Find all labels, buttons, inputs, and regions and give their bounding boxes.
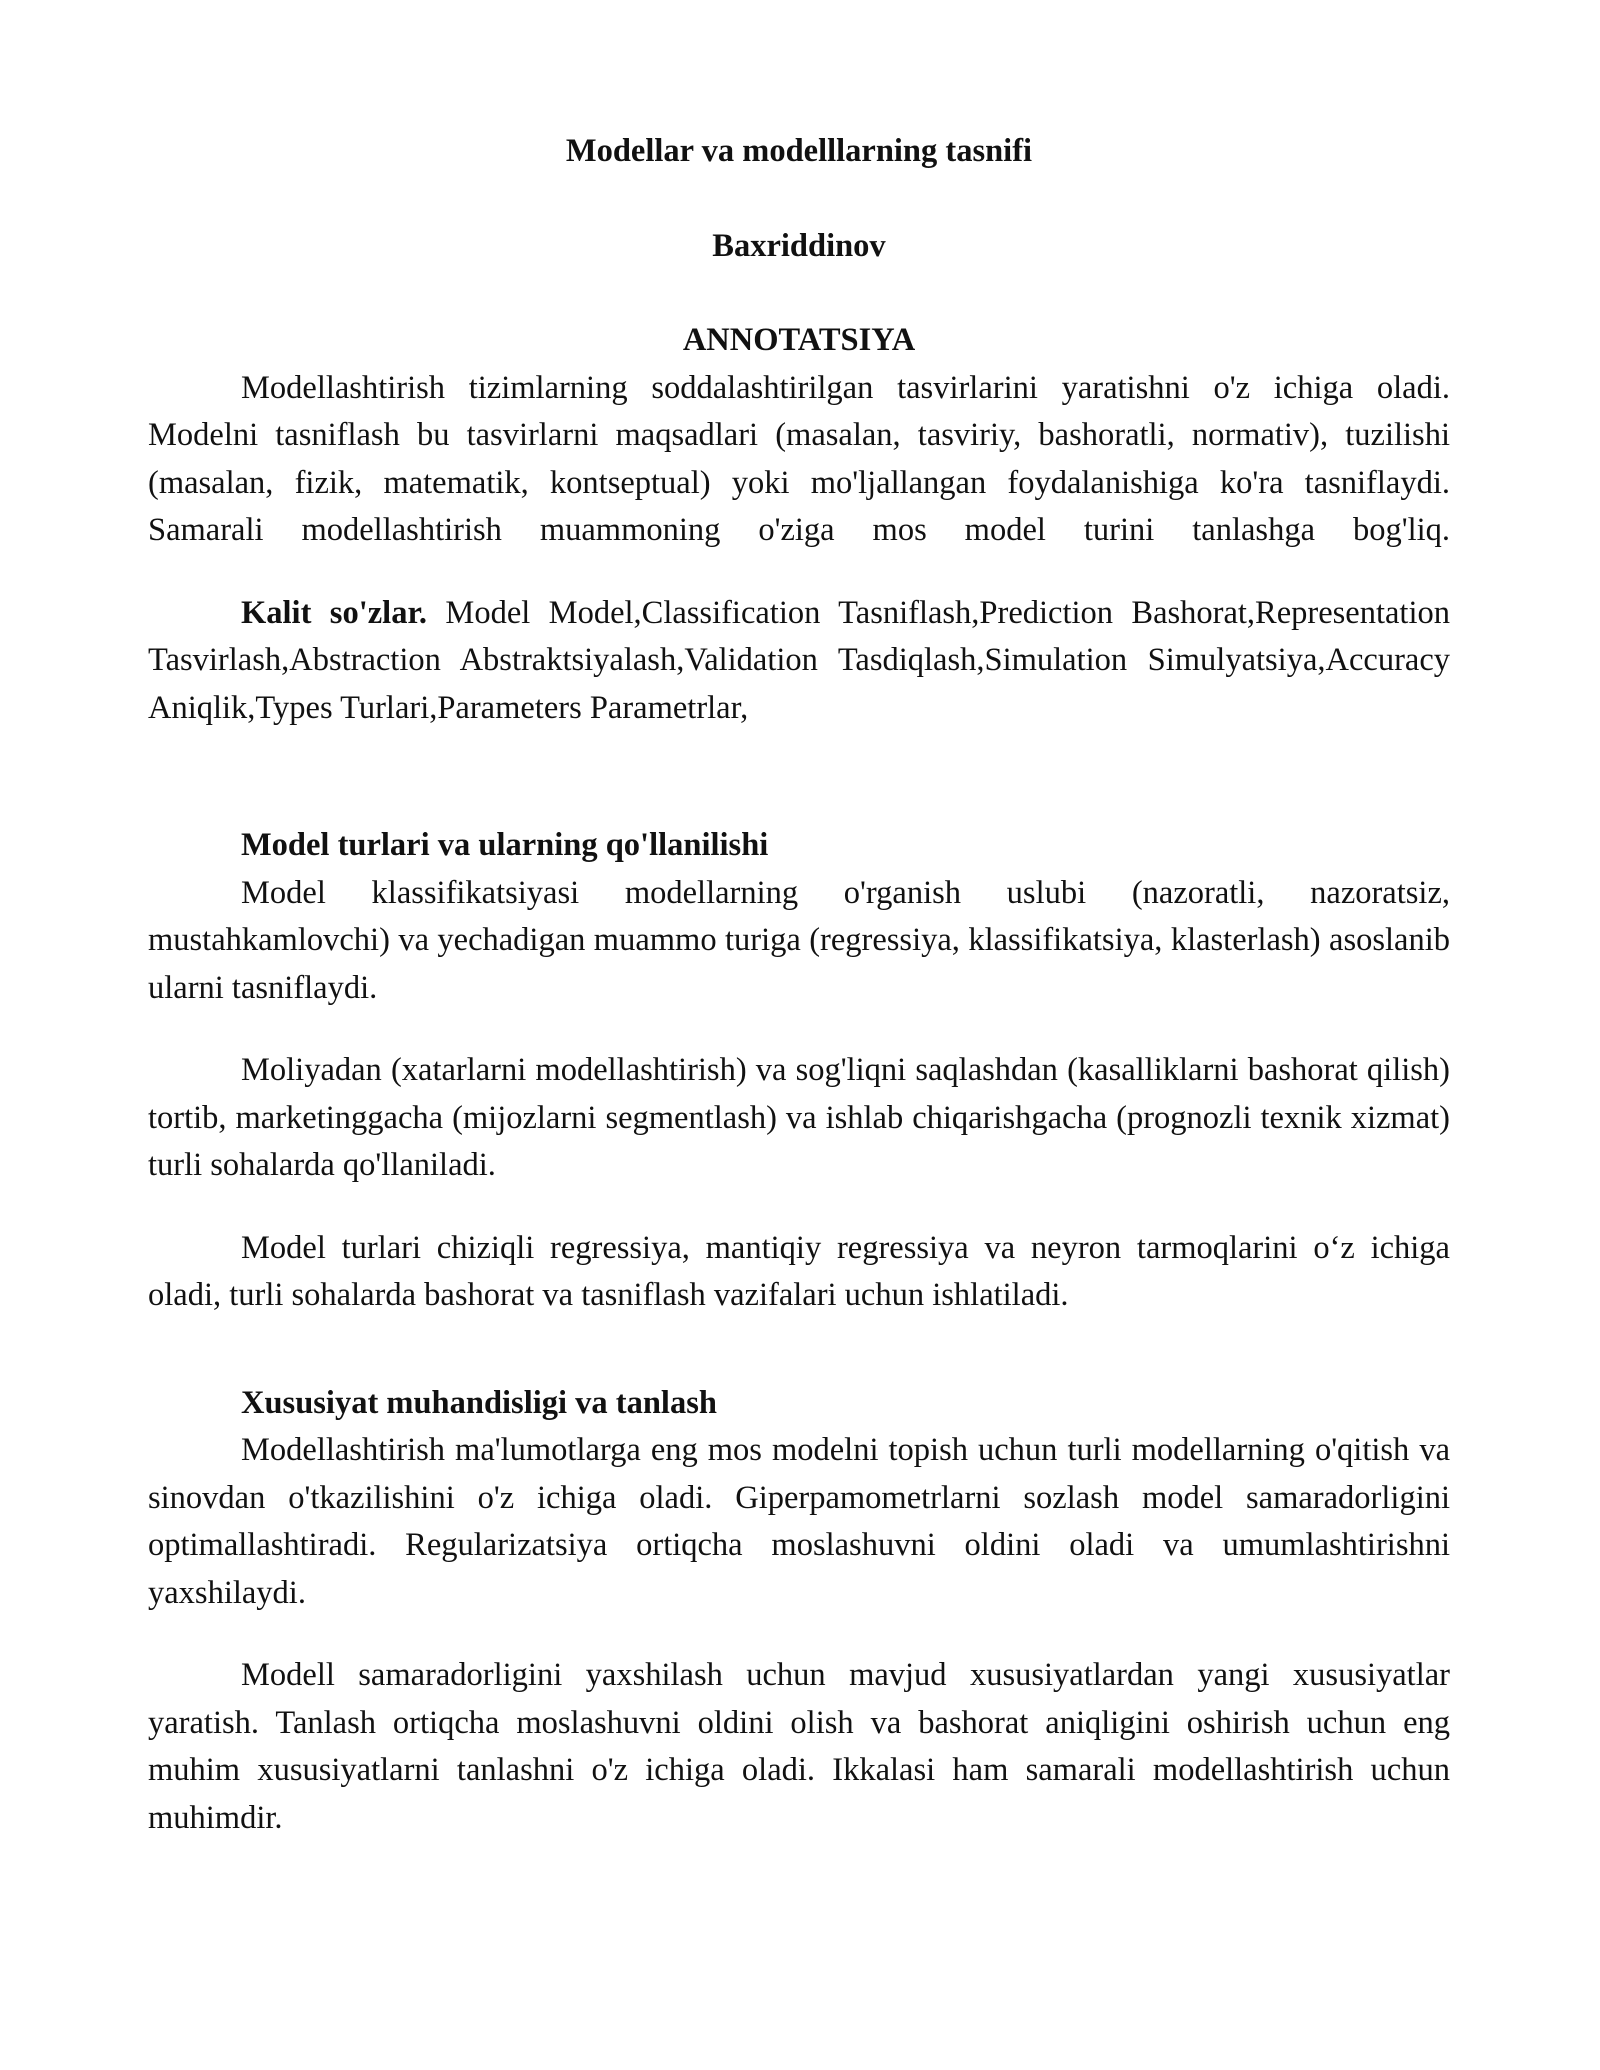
keywords-paragraph <box>148 590 1450 733</box>
annotation-paragraph: Modellashtirish tizimlarning soddalashtirilgan tasvirlarini yaratishni o'z ichiga oladi. Modelni tasniflash bu tasvirlarni maqsadlari (masalan, tasviriy, bashoratli, normativ), tuzilishi (masalan, fizik, matematik, kontseptual) yoki mo'ljallangan foydalanishiga ko'ra tasniflaydi. Samarali modellashtirish muammoning o'ziga mos model turini tanlashga bog'liq. <box>148 369 1450 548</box>
section-2-paragraph-2: Modell samaradorligini yaxshilash uchun mavjud xususiyatlardan yangi xususiyatlar yaratish. Tanlash ortiqcha moslashuvni oldini olish va bashorat aniqligini oshirish uchun eng muhim xususiyatlarni tanlashni o'z ichiga oladi. Ikkalasi ham samarali modellashtirish uchun muhimdir. <box>148 1657 1450 1836</box>
section-1-paragraph-3: Model turlari chiziqli regressiya, mantiqiy regressiya va neyron tarmoqlarini o‘z ichiga oladi, turli sohalarda bashorat va tasniflash vazifalari uchun ishlatiladi. <box>148 1229 1450 1313</box>
keywords-text: Model Model,Classification Tasniflash,Prediction Bashorat,Representation Tasvirlash,Abstraction Abstraktsiyalash,Validation Tasdiqlash,Simulation Simulyatsiya,Accuracy Aniqlik,Types Turlari,Parameters Parametrlar, <box>148 594 1450 726</box>
annotation-heading: ANNOTATSIYA <box>682 322 916 358</box>
section-1-paragraph-2: Moliyadan (xatarlarni modellashtirish) va sog'liqni saqlashdan (kasalliklarni bashorat qilish) tortib, marketinggacha (mijozlarni segmentlash) va ishlab chiqarishgacha (prognozli texnik xizmat) turli sohalarda qo'llaniladi. <box>148 1052 1450 1183</box>
section-heading-feature-engineering: Xususiyat muhandisligi va tanlash <box>241 1384 717 1421</box>
section-2-paragraph-1: Modellashtirish ma'lumotlarga eng mos modelni topish uchun turli modellarning o'qitish va sinovdan o'tkazilishini o'z ichiga oladi. Giperpamometrlarni sozlash model samaradorligini optimallashtiradi. Regularizatsiya ortiqcha moslashuvni oldini oladi va umumlashtirishni yaxshilaydi. <box>148 1432 1450 1611</box>
section-1-paragraph-1: Model klassifikatsiyasi modellarning o'rganish uslubi (nazoratli, nazoratsiz, mustahkamlovchi) va yechadigan muammo turiga (regressiya, klassifikatsiya, klasterlash) asoslanib ularni tasniflaydi. <box>148 874 1450 1006</box>
document-page <box>148 128 1450 1842</box>
section-heading-model-types: Model turlari va ularning qo'llanilishi <box>241 827 769 863</box>
document-title: Modellar va modelllarning tasnifi <box>565 133 1033 169</box>
keywords-label: Kalit so'zlar. <box>241 594 428 631</box>
author-name: Baxriddinov <box>712 227 886 264</box>
